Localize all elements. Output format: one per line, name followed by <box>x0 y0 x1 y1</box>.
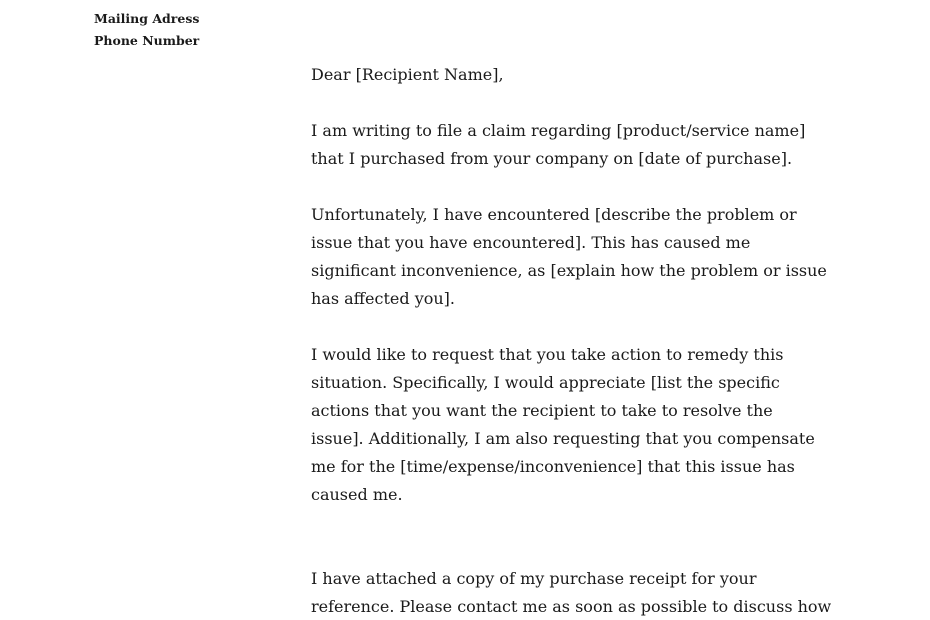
paragraph-line: Unfortunately, I have encountered [describe the problem or <box>311 205 797 224</box>
paragraph-line: issue that you have encountered]. This has caused me <box>311 233 751 252</box>
sender-phone-number: Phone Number <box>94 33 200 48</box>
sender-mailing-address: Mailing Adress <box>94 11 200 26</box>
paragraph-line: has affected you]. <box>311 289 456 308</box>
paragraph-line: caused me. <box>311 485 403 504</box>
paragraph-line: I have attached a copy of my purchase receipt for your <box>311 569 757 588</box>
salutation: Dear [Recipient Name], <box>311 65 504 84</box>
paragraph-receipt <box>311 565 871 620</box>
paragraph-claim <box>311 117 871 173</box>
paragraph-line: situation. Specifically, I would appreciate [list the specific <box>311 373 780 392</box>
paragraph-line: I am writing to file a claim regarding [product/service name] <box>311 121 806 140</box>
paragraph-request <box>311 341 871 509</box>
paragraph-line: I would like to request that you take action to remedy this <box>311 345 784 364</box>
paragraph-line: that I purchased from your company on [date of purchase]. <box>311 149 793 168</box>
paragraph-line: significant inconvenience, as [explain how the problem or issue <box>311 261 827 280</box>
paragraph-line: me for the [time/expense/inconvenience] that this issue has <box>311 457 795 476</box>
letter-body <box>311 61 871 620</box>
paragraph-line: actions that you want the recipient to take to resolve the <box>311 401 773 420</box>
paragraph-problem <box>311 201 871 313</box>
paragraph-line: reference. Please contact me as soon as possible to discuss how <box>311 597 832 616</box>
sender-block <box>94 8 199 52</box>
paragraph-line: issue]. Additionally, I am also requesting that you compensate <box>311 429 815 448</box>
